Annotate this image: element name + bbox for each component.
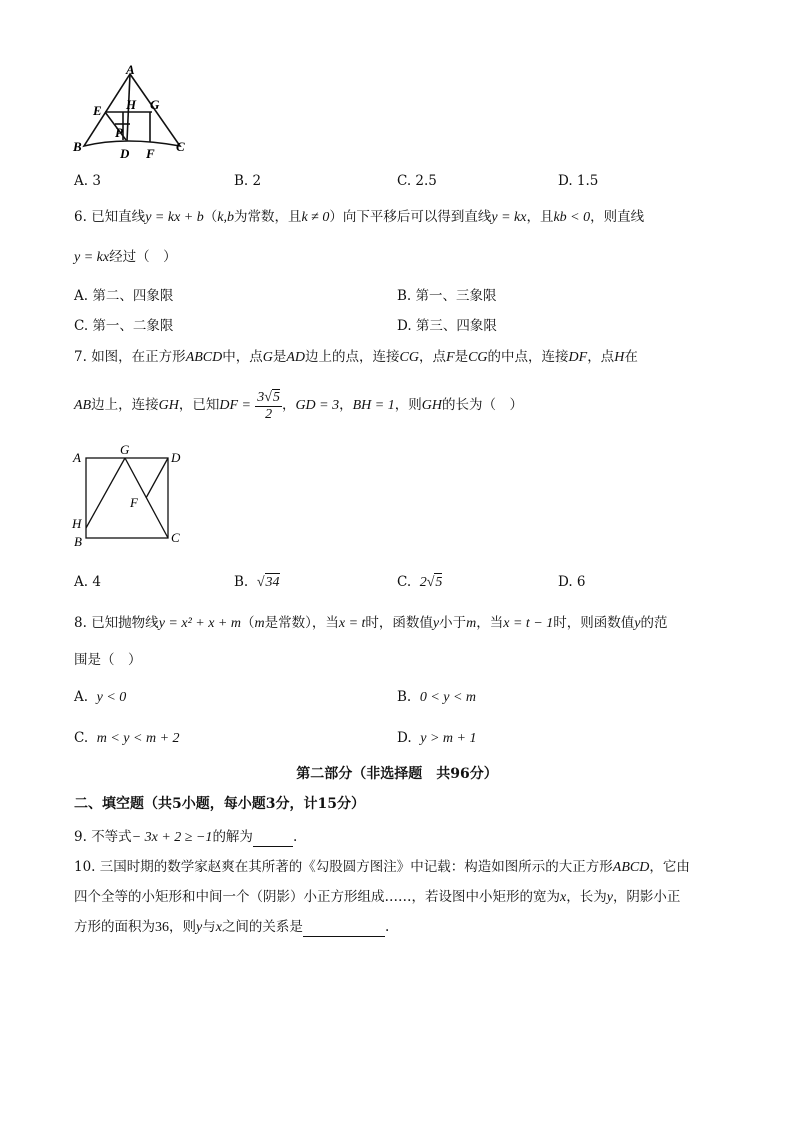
q9-answer-blank[interactable]	[253, 828, 293, 847]
q8-math: y = x² + x + m	[158, 616, 241, 631]
q7-math: GH	[421, 398, 442, 413]
q7-option-b[interactable]: B. √34	[234, 574, 280, 590]
q7-text: 的长为（ ）	[441, 397, 523, 413]
q6-stem-line1	[74, 208, 644, 227]
q8-math: y	[432, 616, 440, 631]
q6-text: ，且	[526, 209, 554, 225]
q10-text: 四个全等的小矩形和中间一个（阴影）小正方形组成……，若设图中小矩形的宽为	[74, 889, 560, 905]
q10-math: y	[606, 890, 613, 905]
q7-math: GD = 3	[295, 398, 340, 413]
q10-line1	[74, 858, 690, 877]
q10-math: y	[196, 920, 203, 935]
q5-option-a[interactable]: A. 3	[74, 173, 101, 189]
q7-text: ，则	[394, 397, 422, 413]
q8-text: ，当	[476, 615, 504, 631]
q10-math: 36	[155, 920, 169, 935]
q7-option-c-radicand: 5	[435, 575, 443, 590]
q7-math: H	[614, 350, 625, 365]
q7-math: G	[262, 350, 273, 365]
part2-title: 第二部分（非选择题 共96分）	[296, 766, 498, 782]
q10-end: .	[384, 919, 390, 935]
segment-df	[146, 458, 168, 498]
label-D: D	[171, 450, 181, 465]
q7-math: AD	[286, 350, 306, 365]
q9-stem	[74, 828, 297, 847]
q8-math: m	[466, 616, 477, 631]
q6-math: kb < 0	[553, 210, 591, 225]
q10-text: 之间的关系是	[221, 919, 303, 935]
q6-math: k ≠ 0	[301, 210, 330, 225]
q8-option-d-prefix: D.	[397, 730, 412, 746]
label-G: G	[120, 442, 130, 457]
q8-text: 已知抛物线	[91, 615, 159, 631]
label-H: H	[126, 97, 137, 112]
q8-option-b[interactable]	[397, 688, 476, 707]
label-A: A	[73, 450, 81, 465]
q7-frac-coef: 3	[257, 389, 265, 405]
q10-math: ABCD	[612, 860, 650, 875]
q7-option-d[interactable]: D. 6	[558, 574, 586, 590]
q9-number: 9.	[74, 829, 87, 845]
q6-math: y = kx	[74, 250, 110, 265]
q8-option-b-math: 0 < y < m	[419, 690, 477, 705]
segment-gh	[86, 458, 125, 528]
q6-text: 经过（ ）	[109, 249, 177, 265]
q7-math: CG	[399, 350, 419, 365]
q7-math: ABCD	[185, 350, 223, 365]
q6-stem-line2	[74, 248, 177, 267]
q8-option-c-prefix: C.	[74, 730, 89, 746]
q7-stem-line2	[74, 388, 523, 423]
q6-math: y = kx + b	[145, 210, 204, 225]
q9-end: .	[292, 829, 298, 845]
q5-option-c[interactable]: C. 2.5	[397, 173, 437, 189]
q10-math: x	[560, 890, 567, 905]
label-B: B	[74, 534, 82, 549]
q8-option-d[interactable]	[397, 729, 476, 748]
q8-stem-line2: 围是（ ）	[74, 652, 142, 668]
q6-math: k,b	[217, 210, 234, 225]
q7-text: ，	[281, 397, 296, 413]
q6-text: ，则直线	[590, 209, 645, 225]
label-H: H	[72, 516, 82, 531]
q6-text: 为常数，且	[233, 209, 302, 225]
q7-frac-radicand: 5	[272, 389, 280, 405]
q7-text: 是	[272, 349, 287, 365]
q10-text: ，它由	[649, 859, 690, 875]
q10-line3	[74, 918, 389, 937]
q7-option-c[interactable]: C. 2√5	[397, 574, 443, 590]
section-heading: 二、填空题（共5小题，每小题3分，计15分）	[74, 796, 365, 812]
label-G: G	[150, 97, 160, 112]
q6-option-d[interactable]: D. 第三、四象限	[397, 318, 497, 334]
square-abcd	[86, 458, 168, 538]
q7-option-c-prefix: C.	[397, 574, 412, 590]
q7-frac-den: 2	[265, 406, 273, 422]
label-F: F	[146, 146, 155, 161]
q7-text: 中，点	[222, 349, 263, 365]
q10-text: 三国时期的数学家赵爽在其所著的《勾股圆方图注》中记载：构造如图所示的大正方形	[99, 859, 613, 875]
q6-option-c[interactable]: C. 第一、二象限	[74, 318, 174, 334]
q6-text: 已知直线	[91, 209, 146, 225]
q7-math: CG	[468, 350, 488, 365]
q8-math: y	[634, 616, 641, 631]
q10-text: ，长为	[566, 889, 607, 905]
q7-text: 是	[454, 349, 469, 365]
q5-option-b[interactable]: B. 2	[234, 173, 262, 189]
q7-math: DF	[568, 350, 588, 365]
q7-option-c-coef: 2	[419, 575, 427, 590]
q7-fraction: $\frac{3√5}{2}$	[257, 389, 280, 422]
q5-triangle-figure	[70, 62, 195, 162]
q8-option-a-prefix: A.	[74, 689, 89, 705]
q6-number: 6.	[74, 209, 87, 225]
q7-math: BH = 1	[352, 398, 395, 413]
q7-text: 如图，在正方形	[91, 349, 186, 365]
q7-option-b-prefix: B.	[234, 574, 249, 590]
q8-math: x = t − 1	[503, 616, 554, 631]
q6-option-b[interactable]: B. 第一、三象限	[397, 288, 497, 304]
q10-text: 方形的面积为	[74, 919, 155, 935]
q8-number: 8.	[74, 615, 87, 631]
q10-math: x	[215, 920, 222, 935]
q8-option-a-math: y < 0	[96, 690, 127, 705]
q10-text: 与	[202, 919, 216, 935]
q5-option-d[interactable]: D. 1.5	[558, 173, 599, 189]
q9-math: − 3x + 2 ≥ −1	[131, 830, 213, 845]
q7-math: AB	[74, 398, 92, 413]
q8-option-c[interactable]	[74, 729, 180, 748]
q6-text: ）向下平移后可以得到直线	[329, 209, 492, 225]
q6-math: y = kx	[491, 210, 527, 225]
q7-text: ，已知	[178, 397, 220, 413]
q8-text: （	[240, 615, 255, 631]
q10-number: 10.	[74, 859, 96, 875]
q7-text: ，	[339, 397, 353, 413]
q7-option-a[interactable]: A. 4	[74, 574, 101, 590]
q7-text: 边上，连接	[91, 397, 159, 413]
q8-option-d-math: y > m + 1	[420, 731, 477, 746]
q8-stem-line1	[74, 614, 667, 633]
label-B: B	[73, 139, 82, 154]
q8-text: 小于	[439, 615, 467, 631]
q8-text: 的范	[640, 615, 668, 631]
q8-text: 是常数），当	[264, 615, 339, 631]
q7-math: GH	[158, 398, 179, 413]
q8-math: x = t	[338, 616, 366, 631]
q7-text: 的中点，连接	[487, 349, 569, 365]
label-A: A	[126, 62, 135, 77]
q7-option-b-radicand: 34	[265, 575, 280, 590]
label-F: F	[130, 495, 138, 510]
q7-text: 边上的点，连接	[305, 349, 400, 365]
label-P: P	[115, 125, 123, 140]
q7-square-figure	[68, 440, 193, 550]
q8-math: m	[254, 616, 265, 631]
label-D: D	[120, 146, 130, 161]
q9-text: 的解为	[212, 829, 253, 845]
q7-text: ，点	[587, 349, 615, 365]
q8-option-c-math: m < y < m + 2	[96, 731, 180, 746]
q7-math: F	[446, 350, 455, 365]
label-E: E	[93, 103, 102, 118]
q7-number: 7.	[74, 349, 87, 365]
q7-math: DF =	[219, 398, 251, 413]
q9-text: 不等式	[91, 829, 132, 845]
label-C: C	[171, 530, 180, 545]
q10-line2	[74, 888, 680, 907]
q10-answer-blank[interactable]	[303, 918, 385, 937]
q10-text: ，阴影小正	[612, 889, 681, 905]
q8-option-a[interactable]	[74, 688, 126, 707]
q8-text: 时，则函数值	[553, 615, 635, 631]
q7-stem-line1	[74, 348, 638, 367]
q6-text: （	[203, 209, 218, 225]
q8-option-b-prefix: B.	[397, 689, 412, 705]
label-C: C	[176, 139, 185, 154]
q6-option-a[interactable]: A. 第二、四象限	[74, 288, 174, 304]
q7-text: 在	[624, 349, 638, 365]
q10-text: ，则	[169, 919, 196, 935]
q7-text: ，点	[419, 349, 446, 365]
q8-text: 时，函数值	[365, 615, 433, 631]
